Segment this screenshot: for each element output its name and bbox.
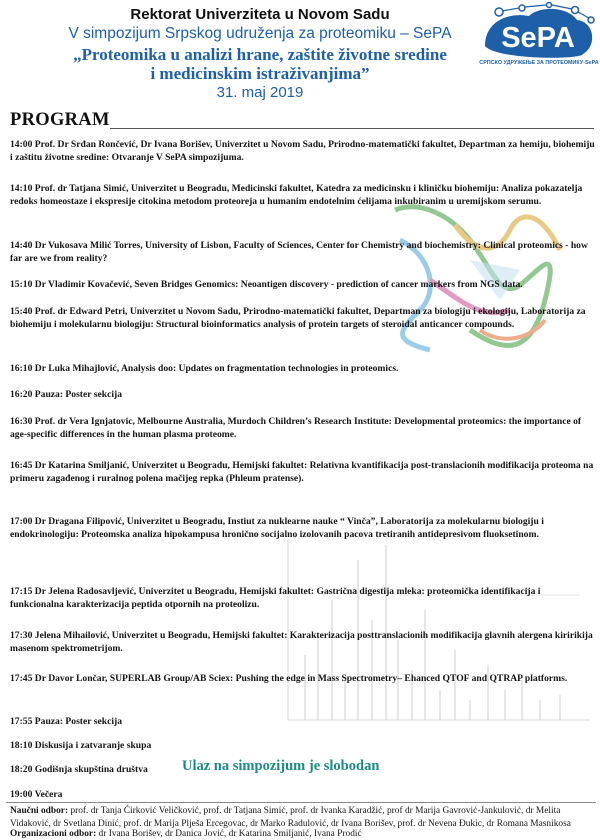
- program-item: 16:10 Dr Luka Mihajlović, Analysis doo: Updates on fragmentation technologies in proteomics.: [10, 363, 399, 374]
- program-divider: [110, 128, 594, 129]
- event-date: 31. maj 2019: [216, 84, 304, 101]
- program-item: 16:30 Prof. dr Vera Ignjatovic, Melbourne Australia, Murdoch Children’s Research Institute: Developmental proteomics: the importance of age-specific differences in the human plasma proteome.: [10, 416, 582, 440]
- program-item: 17:45 Dr Davor Lončar, SUPERLAB Group/AB Sciex: Pushing the edge in Mass Spectrometry– Ehanced QTOF and QTRAP platforms.: [10, 673, 568, 684]
- program-item: 17:00 Dr Dragana Filipović, Univerzitet u Beogradu, Instiut za nuklearne nauke “ Vinča”, Laboratorija za molekularnu biologiju i endokrinologiju: Proteomska analiza hipokampusa hronično socijalno izolovanih pacova tretiranih antidepresivom fluoksetinom.: [10, 516, 544, 540]
- logo-text: SePA: [501, 22, 575, 54]
- program-item: 14:10 Prof. dr Tatjana Simić, Univerzitet u Beogradu, Medicinski fakultet, Katedra za medicinsku i kliničku biohemiju: Analiza pokazatelja redoks homeostaze i ekspresije citokina metodom proteoreja u humanim endotelnim ćelijama inkubiranim u uremijskom serumu.: [10, 183, 583, 207]
- symposium-title: V simpozijum Srpskog udruženja za proteomiku – SePA: [68, 25, 452, 42]
- scientific-committee-label: Naučni odbor:: [10, 806, 69, 816]
- program-item: 16:45 Dr Katarina Smiljanić, Univerzitet u Beogradu, Hemijski fakultet: Relativna kvantifikacija post-translacionih modifikacija proteoma na primeru zagađenog i ruralnog polena mačijeg repka (Phleum pratense).: [10, 460, 594, 484]
- program-item: 17:55 Pauza: Poster sekcija: [10, 716, 122, 727]
- program-item: 14:00 Prof. Dr Srđan Rončević, Dr Ivana Borišev, Univerzitet u Novom Sadu, Prirodno-matematički fakultet, Departman za hemiju, biohemiju i zaštitu životne sredine: Otvaranje V SePA simpozijuma.: [10, 139, 595, 163]
- scientific-committee: [10, 805, 594, 830]
- theme-line-2: i medicinskim istraživanjima”: [150, 64, 370, 83]
- program-item: 18:20 Godišnja skupština društva: [10, 764, 148, 775]
- organizing-committee-label: Organizacioni odbor:: [10, 829, 97, 839]
- program-item: 19:00 Večera: [10, 789, 63, 800]
- program-item: 16:20 Pauza: Poster sekcija: [10, 389, 122, 400]
- program-item: 17:15 Dr Jelena Radosavljević, Univerzitet u Beogradu, Hemijski fakultet: Gastrična digestija mleka: proteomička identifikacija i funkcionalna karakterizacija peptida otpornih na proteolizu.: [10, 586, 541, 610]
- theme-line-1: „Proteomika u analizi hrane, zaštite životne sredine: [73, 45, 447, 64]
- organizing-committee: [10, 829, 594, 840]
- program-item: 17:30 Jelena Mihailović, Univerzitet u Beogradu, Hemijski fakultet: Karakterizacija posttranslacionih modifikacija glavnih alergena kiririkija masenom spektrometrijom.: [10, 630, 593, 654]
- program-item: 14:40 Dr Vukosava Milić Torres, University of Lisbon, Faculty of Sciences, Center for Chemistry and biochemistry: Clinical proteomics - how far are we from reality?: [10, 240, 588, 264]
- scientific-committee-members: prof. dr Tanja Ćirković Veličković, prof. dr Tatjana Simić, prof. dr Ivanka Karadžić, prof dr Marija Gavrović-Jankulović, dr Melita Vidaković, dr Svetlana Dinić, prof. dr Marija Plješa Ercegovac, dr Marko Radulović, dr Ivana Borišev, prof. dr Nevena Đukic, dr Romana Masnikosa: [10, 806, 571, 829]
- program-item: 18:10 Diskusija i zatvaranje skupa: [10, 740, 152, 751]
- logo-subtitle: СРПСКО УДРУЖЕЊЕ ЗА ПРОТЕОМИКУ-SePA: [479, 60, 599, 66]
- program-title: PROGRAM: [10, 110, 110, 130]
- program-item: 15:10 Dr Vladimir Kovačević, Seven Bridges Genomics: Neoantigen discovery - prediction of cancer markers from NGS data.: [10, 279, 523, 290]
- institution-title: Rektorat Univerziteta u Novom Sadu: [130, 6, 390, 23]
- program-item: 15:40 Prof. dr Edward Petri, Univerzitet u Novom Sadu, Prirodno-matematički fakultet, Departman za biologiju i ekologiju, Laboratorija za biohemiju i molekularnu biologiju: Structural bioinformatics analysis of protein targets of steroidal anticancer compounds.: [10, 306, 586, 330]
- footer-divider: [6, 802, 596, 803]
- free-entry-note: Ulaz na simpozijum je slobodan: [182, 758, 380, 774]
- organizing-committee-members: dr Ivana Borišev, dr Danica Jović, dr Katarina Smiljanić, Ivana Prodić: [96, 829, 362, 839]
